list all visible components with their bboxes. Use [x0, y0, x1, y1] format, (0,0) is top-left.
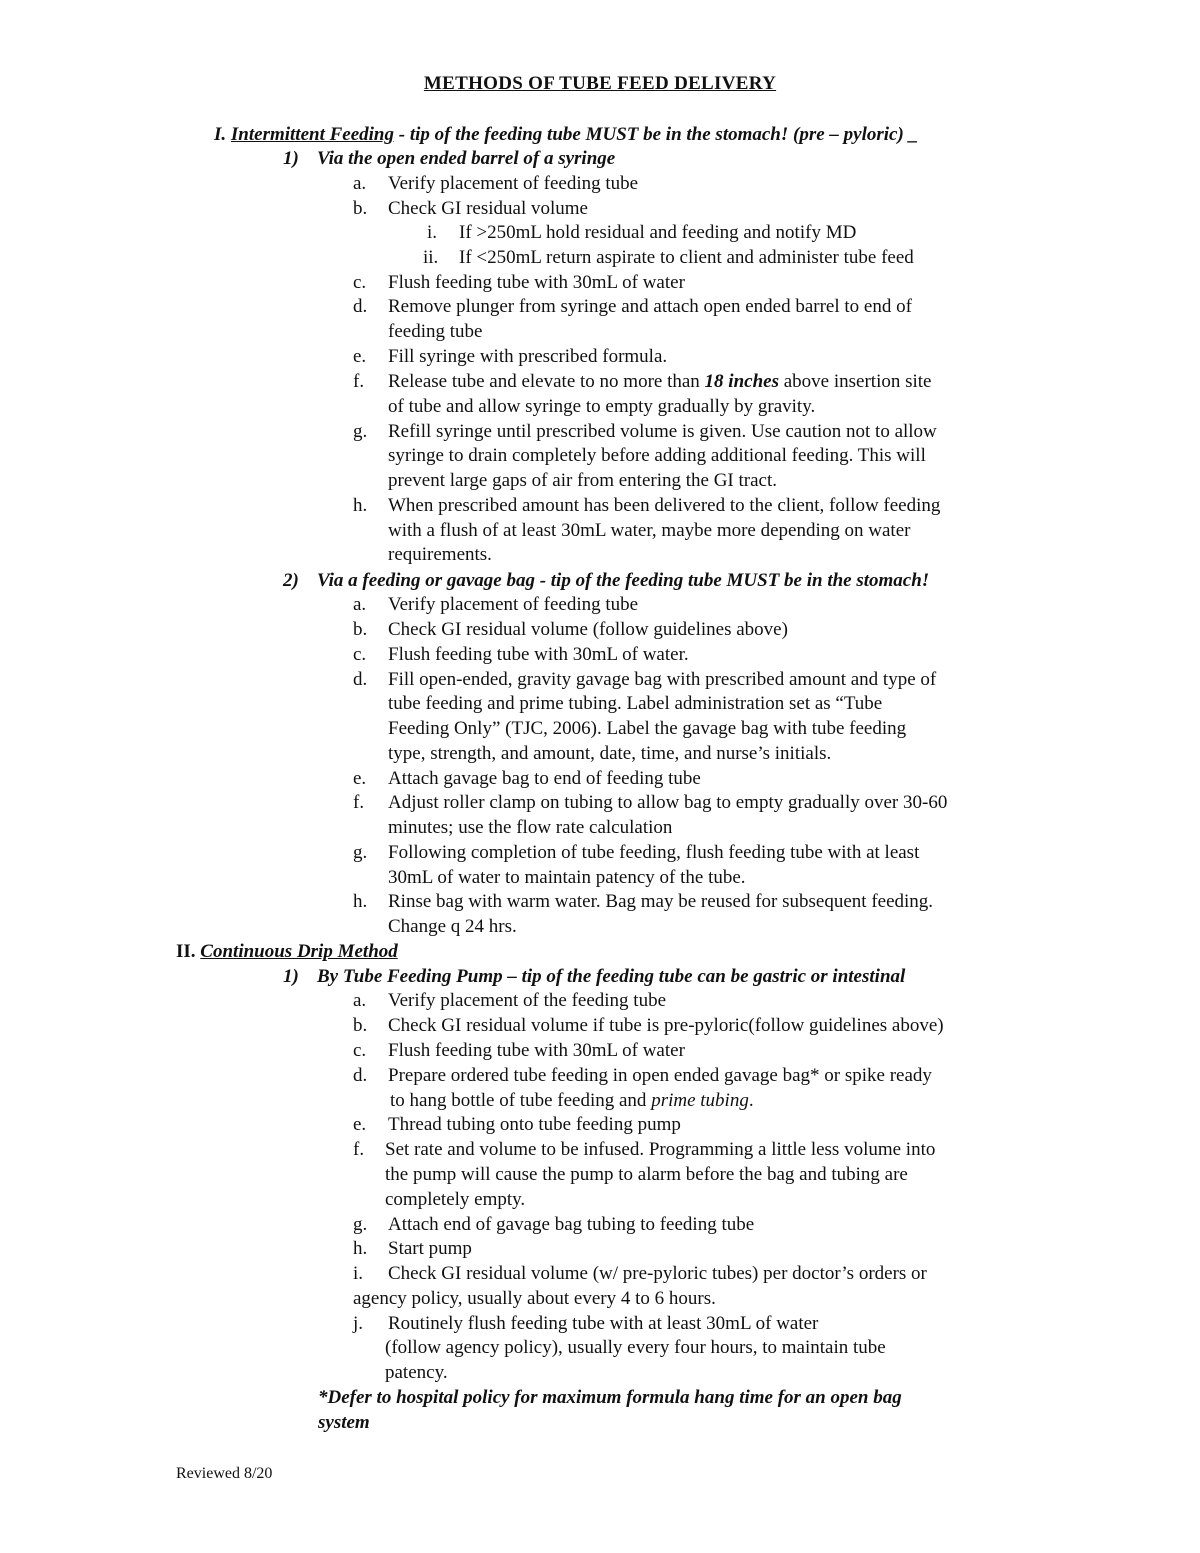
subsection-title: Via the open ended barrel of a syringe	[317, 148, 616, 169]
list-item	[353, 841, 919, 865]
list-item	[353, 1237, 472, 1261]
list-continuation: with a flush of at least 30mL water, maybe more depending on water	[388, 520, 911, 541]
list-item	[353, 1064, 932, 1088]
list-item	[353, 1138, 935, 1162]
list-continuation	[390, 1089, 754, 1113]
policy-note: *Defer to hospital policy for maximum formula hang time for an open bag	[318, 1387, 902, 1408]
list-continuation: of tube and allow syringe to empty gradually by gravity.	[388, 396, 816, 417]
list-text: Thread tubing onto tube feeding pump	[388, 1114, 681, 1135]
list-item	[353, 1213, 754, 1237]
emphasis-text: prime tubing	[651, 1090, 749, 1111]
list-item	[353, 1113, 681, 1137]
list-continuation: type, strength, and amount, date, time, and nurse’s initials.	[388, 743, 832, 764]
list-item	[353, 618, 788, 642]
section-1-numeral: I.	[214, 124, 227, 145]
section-2-numeral: II.	[176, 941, 196, 962]
list-label: h.	[353, 1238, 368, 1259]
subsection-number: 1)	[283, 966, 299, 987]
list-item	[353, 197, 588, 221]
list-text: .	[748, 1090, 754, 1111]
list-text: Fill open-ended, gravity gavage bag with prescribed amount and type of	[388, 669, 937, 690]
list-label: i.	[427, 222, 438, 243]
section-1-title: Intermittent Feeding	[230, 124, 395, 145]
list-text: Attach gavage bag to end of feeding tube	[388, 768, 701, 789]
list-item	[353, 1014, 944, 1038]
list-item	[353, 890, 933, 914]
list-label: a.	[353, 173, 367, 194]
list-continuation: agency policy, usually about every 4 to 6 hours.	[353, 1288, 716, 1309]
list-item	[353, 989, 666, 1013]
list-text: Remove plunger from syringe and attach open ended barrel to end of	[388, 296, 912, 317]
list-text: above insertion site	[783, 371, 932, 392]
list-item	[353, 1312, 818, 1336]
list-text: Attach end of gavage bag tubing to feeding tube	[388, 1214, 755, 1235]
list-item	[353, 791, 947, 815]
list-text: Refill syringe until prescribed volume is given. Use caution not to allow	[388, 421, 937, 442]
list-text: Fill syringe with prescribed formula.	[388, 346, 668, 367]
list-text: Following completion of tube feeding, flush feeding tube with at least	[388, 842, 920, 863]
list-item	[353, 172, 638, 196]
list-text: If <250mL return aspirate to client and administer tube feed	[459, 247, 914, 268]
list-continuation: Change q 24 hrs.	[388, 916, 517, 937]
page-title-text: METHODS OF TUBE FEED DELIVERY	[423, 73, 777, 94]
list-label: g.	[353, 421, 368, 442]
emphasis-text: 18 inches	[704, 371, 779, 392]
list-text: Check GI residual volume	[388, 198, 588, 219]
list-label: h.	[353, 495, 368, 516]
list-label: g.	[353, 1214, 368, 1235]
list-label: d.	[353, 1065, 368, 1086]
list-label: j.	[353, 1313, 364, 1334]
list-continuation: requirements.	[388, 544, 492, 565]
list-continuation: (follow agency policy), usually every four hours, to maintain tube	[385, 1337, 886, 1358]
list-continuation: minutes; use the flow rate calculation	[388, 817, 673, 838]
list-label: b.	[353, 619, 368, 640]
list-label: c.	[353, 644, 367, 665]
list-continuation: syringe to drain completely before adding additional feeding. This will	[388, 445, 926, 466]
list-item	[353, 420, 937, 444]
list-label: f.	[353, 1139, 365, 1160]
list-item	[353, 767, 701, 791]
list-text: Flush feeding tube with 30mL of water.	[388, 644, 689, 665]
section-2-title: Continuous Drip Method	[200, 941, 398, 962]
page-title	[0, 72, 1200, 96]
section-2-heading	[176, 940, 398, 964]
list-label: f.	[353, 792, 365, 813]
list-label: g.	[353, 842, 368, 863]
list-item	[353, 1262, 927, 1286]
list-text: Check GI residual volume (follow guidelines above)	[388, 619, 788, 640]
list-label: a.	[353, 594, 367, 615]
section-1-heading	[214, 123, 918, 147]
list-label: b.	[353, 198, 368, 219]
list-continuation: patency.	[385, 1362, 448, 1383]
list-text: Routinely flush feeding tube with at least 30mL of water	[388, 1313, 819, 1334]
list-text: Flush feeding tube with 30mL of water	[388, 272, 685, 293]
list-text: Flush feeding tube with 30mL of water	[388, 1040, 685, 1061]
list-label: i.	[353, 1263, 364, 1284]
list-item	[353, 593, 638, 617]
list-label: f.	[353, 371, 365, 392]
list-text: Release tube and elevate to no more than	[388, 371, 700, 392]
list-continuation: feeding tube	[388, 321, 483, 342]
list-item	[353, 668, 936, 692]
list-text: Check GI residual volume if tube is pre-pyloric(follow guidelines above)	[388, 1015, 944, 1036]
list-continuation: completely empty.	[385, 1189, 526, 1210]
list-label: a.	[353, 990, 367, 1011]
list-continuation: prevent large gaps of air from entering the GI tract.	[388, 470, 777, 491]
list-item	[353, 643, 689, 667]
list-label: b.	[353, 1015, 368, 1036]
list-item	[353, 271, 685, 295]
list-label: c.	[353, 1040, 367, 1061]
list-text: Verify placement of feeding tube	[388, 173, 639, 194]
list-text: Start pump	[388, 1238, 472, 1259]
subsection-heading	[283, 965, 905, 989]
list-text: Set rate and volume to be infused. Programming a little less volume into	[385, 1139, 936, 1160]
list-label: c.	[353, 272, 367, 293]
list-label: ii.	[423, 247, 439, 268]
list-item	[353, 295, 912, 319]
list-text: When prescribed amount has been delivered to the client, follow feeding	[388, 495, 941, 516]
list-text: to hang bottle of tube feeding and	[390, 1090, 647, 1111]
subsection-heading	[283, 147, 615, 171]
list-continuation: 30mL of water to maintain patency of the tube.	[388, 867, 746, 888]
list-item	[423, 246, 914, 270]
list-label: e.	[353, 768, 367, 789]
list-text: Check GI residual volume (w/ pre-pyloric tubes) per doctor’s orders or	[388, 1263, 927, 1284]
list-text: Rinse bag with warm water. Bag may be reused for subsequent feeding.	[388, 891, 934, 912]
subsection-title: Via a feeding or gavage bag - tip of the feeding tube MUST be in the stomach!	[317, 570, 930, 591]
list-continuation: Feeding Only” (TJC, 2006). Label the gavage bag with tube feeding	[388, 718, 907, 739]
list-label: e.	[353, 346, 367, 367]
list-item	[353, 1039, 685, 1063]
list-label: e.	[353, 1114, 367, 1135]
list-item	[353, 494, 940, 518]
list-label: d.	[353, 669, 368, 690]
list-text: Verify placement of the feeding tube	[388, 990, 667, 1011]
list-continuation: tube feeding and prime tubing. Label administration set as “Tube	[388, 693, 883, 714]
list-item	[353, 345, 667, 369]
list-item	[353, 370, 931, 394]
subsection-heading	[283, 569, 929, 593]
list-label: d.	[353, 296, 368, 317]
subsection-title: By Tube Feeding Pump – tip of the feeding tube can be gastric or intestinal	[317, 966, 906, 987]
list-item	[427, 221, 856, 245]
section-1-description: - tip of the feeding tube MUST be in the stomach! (pre – pyloric) _	[398, 124, 919, 145]
policy-note-continuation: system	[318, 1412, 370, 1433]
list-text: Prepare ordered tube feeding in open ended gavage bag* or spike ready	[388, 1065, 932, 1086]
list-continuation: the pump will cause the pump to alarm before the bag and tubing are	[385, 1164, 908, 1185]
list-text: Adjust roller clamp on tubing to allow bag to empty gradually over 30-60	[388, 792, 948, 813]
list-label: h.	[353, 891, 368, 912]
subsection-number: 1)	[283, 148, 299, 169]
list-text: Verify placement of feeding tube	[388, 594, 639, 615]
list-text: If >250mL hold residual and feeding and notify MD	[459, 222, 857, 243]
subsection-number: 2)	[283, 570, 299, 591]
review-date: Reviewed 8/20	[176, 1465, 273, 1482]
